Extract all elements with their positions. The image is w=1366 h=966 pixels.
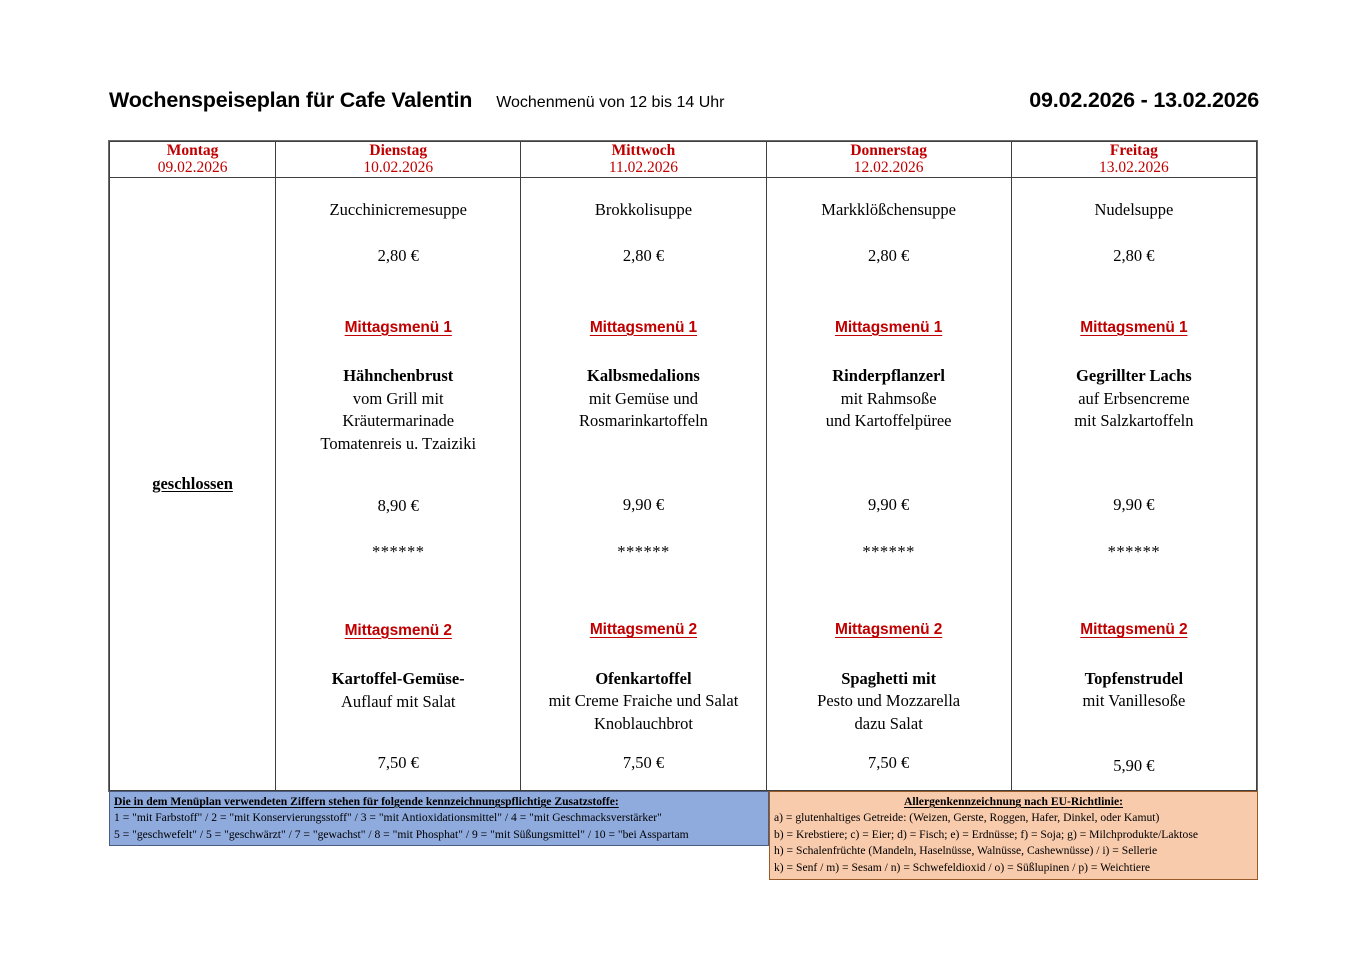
menu1-dish-line: vom Grill mit (352, 388, 444, 408)
additives-note-line: 5 = "geschwefelt" / 5 = "geschwärzt" / 7 = "gewachst" / 8 = "mit Phosphat" / 9 = "mit Süßungsmittel" / 10 = "bei Asspartam (114, 827, 689, 841)
soup-price: 2,80 € (868, 246, 910, 266)
day-header-montag (110, 142, 276, 178)
day-name: Montag (166, 142, 219, 159)
additives-note-title: Die in dem Menüplan verwendeten Ziffern stehen für folgende kennzeichnungspflichtige Zusatzstoffe: (114, 795, 619, 808)
menu2-label: Mittagsmenü 2 (1080, 621, 1188, 638)
soup-name: Markklößchensuppe (821, 199, 956, 219)
table-body-row (110, 177, 1257, 790)
menu1-dish-main: Kalbsmedalions (587, 366, 700, 386)
menu2-dish (276, 668, 520, 713)
menu1-dish-line: Kräutermarinade (342, 411, 455, 431)
menu-separator: ****** (1107, 541, 1161, 561)
menu2-price: 5,90 € (1113, 755, 1155, 775)
additives-note-line: 1 = "mit Farbstoff" / 2 = "mit Konservierungsstoff" / 3 = "mit Antioxidationsmittel" / 4 = "mit Geschmacksverstärker" (114, 811, 662, 825)
day-date: 12.02.2026 (853, 159, 924, 177)
menu2-dish-main: Kartoffel-Gemüse- (331, 669, 465, 689)
menu1-label: Mittagsmenü 1 (344, 318, 452, 336)
day-date: 09.02.2026 (157, 159, 228, 177)
date-range: 09.02.2026 - 13.02.2026 (1029, 88, 1259, 112)
day-header-donnerstag (766, 142, 1011, 178)
menu2-dish (1012, 668, 1256, 713)
menu1-dish (767, 365, 1011, 433)
soup-name: Nudelsuppe (1094, 199, 1174, 219)
menu2-label: Mittagsmenü 2 (835, 621, 943, 638)
menu-cell-donnerstag (766, 177, 1011, 790)
day-name: Mittwoch (611, 142, 676, 159)
menu-separator: ****** (617, 541, 670, 561)
menu-cell-mittwoch (521, 177, 766, 790)
menu1-dish-main: Hähnchenbrust (343, 366, 454, 386)
day-header-mittwoch (521, 142, 766, 178)
soup-price: 2,80 € (377, 246, 419, 266)
menu2-price: 7,50 € (377, 753, 419, 773)
table-header-row (110, 142, 1257, 178)
menu1-dish-line: mit Salzkartoffeln (1074, 411, 1194, 431)
soup-price: 2,80 € (1113, 246, 1155, 266)
menu-cell-dienstag (276, 177, 521, 790)
menu1-dish (276, 365, 520, 455)
menu2-dish-main: Ofenkartoffel (595, 668, 692, 688)
soup-name: Brokkolisuppe (594, 199, 693, 219)
menu2-price: 7,50 € (622, 753, 665, 773)
menu-cell-montag (110, 177, 276, 790)
menu1-dish-line: auf Erbsencreme (1078, 388, 1190, 408)
menu2-dish-line: Auflauf mit Salat (340, 691, 456, 711)
menu2-dish-line: Pesto und Mozzarella (817, 691, 961, 711)
menu1-dish-main: Gegrillter Lachs (1076, 366, 1192, 386)
menu2-dish-line: mit Vanillesoße (1082, 691, 1186, 711)
menu1-price: 8,90 € (377, 495, 419, 515)
menu1-dish-line: Tomatenreis u. Tzaiziki (320, 434, 477, 453)
menu1-price: 9,90 € (622, 495, 665, 514)
menu1-dish (1012, 365, 1256, 433)
day-name: Freitag (1109, 142, 1158, 159)
menu2-price: 7,50 € (868, 753, 910, 773)
day-date: 13.02.2026 (1099, 159, 1169, 177)
allergens-note-box (769, 791, 1258, 880)
day-name: Donnerstag (850, 142, 927, 159)
soup-name: Zucchinicremesuppe (329, 199, 467, 219)
menu2-label: Mittagsmenü 2 (589, 621, 698, 638)
allergens-note-title: Allergenkennzeichnung nach EU-Richtlinie: (903, 795, 1123, 808)
menu-separator: ****** (862, 541, 915, 561)
menu2-dish (767, 668, 1011, 736)
menu2-label: Mittagsmenü 2 (344, 621, 452, 639)
menu1-price: 9,90 € (1113, 495, 1155, 514)
menu2-dish-main: Spaghetti mit (841, 668, 937, 688)
allergens-note-line: a) = glutenhaltiges Getreide: (Weizen, Gerste, Roggen, Hafer, Dinkel, oder Kamut) (774, 811, 1160, 825)
menu2-dish-line: mit Creme Fraiche und Salat (548, 691, 739, 711)
menu2-dish-main: Topfenstrudel (1084, 668, 1184, 688)
menu1-price: 9,90 € (868, 495, 910, 514)
day-date: 10.02.2026 (363, 159, 434, 177)
menu-separator: ****** (371, 542, 425, 562)
menu1-dish-line: und Kartoffelpüree (825, 411, 952, 431)
menu1-dish-line: mit Gemüse und (588, 388, 698, 408)
allergens-note-line: k) = Senf / m) = Sesam / n) = Schwefeldioxid / o) = Süßlupinen / p) = Weichtiere (774, 860, 1151, 874)
page-subtitle: Wochenmenü von 12 bis 14 Uhr (496, 94, 725, 111)
page-title: Wochenspeiseplan für Cafe Valentin (109, 88, 473, 112)
additives-note-box (109, 791, 769, 846)
day-date: 11.02.2026 (608, 159, 679, 177)
menu-cell-freitag (1011, 177, 1256, 790)
day-name: Dienstag (369, 142, 428, 159)
day-header-freitag (1011, 142, 1256, 178)
closed-label: geschlossen (152, 473, 233, 493)
page-header (109, 88, 1259, 122)
menu1-dish-line: Rosmarinkartoffeln (578, 411, 708, 431)
menu1-label: Mittagsmenü 1 (589, 318, 698, 336)
day-header-dienstag (276, 142, 521, 178)
menu1-label: Mittagsmenü 1 (1080, 318, 1188, 336)
menu1-dish-main: Rinderpflanzerl (832, 366, 946, 386)
weekly-menu-table (109, 141, 1257, 791)
soup-price: 2,80 € (622, 246, 665, 266)
menu1-label: Mittagsmenü 1 (835, 318, 943, 336)
menu1-dish (521, 365, 765, 433)
menu2-dish (521, 668, 765, 736)
menu2-dish-line: dazu Salat (854, 713, 923, 733)
allergens-note-line: b) = Krebstiere; c) = Eier; d) = Fisch; e) = Erdnüsse; f) = Soja; g) = Milchprodukte/Laktose (774, 827, 1198, 841)
allergens-note-line: h) = Schalenfrüchte (Mandeln, Haselnüsse, Walnüsse, Cashewnüsse) / i) = Sellerie (774, 844, 1158, 858)
menu2-dish-line: Knoblauchbrot (593, 713, 693, 733)
menu1-dish-line: mit Rahmsoße (840, 388, 937, 408)
